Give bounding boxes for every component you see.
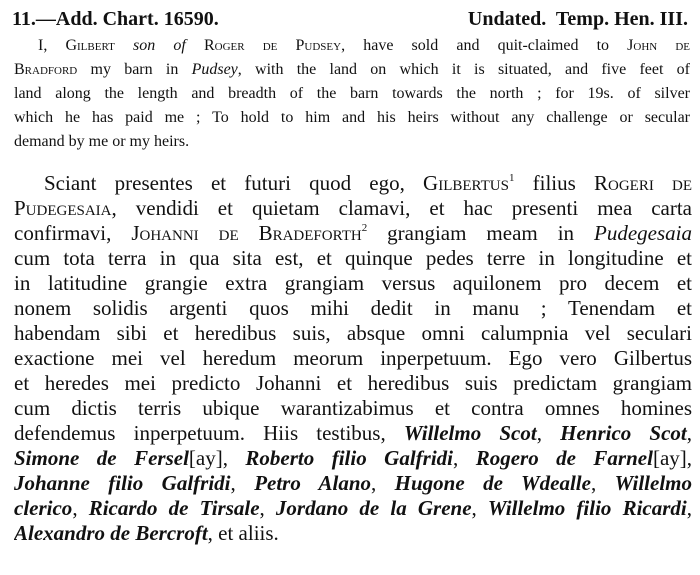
witness-name: Simone de Fersel (14, 446, 189, 470)
witness-name: Alexandro de Bercroft (14, 521, 208, 545)
charter-line: defendemus inperpetuum. Hiis testibus, Willelmo Scot, Henrico Scot, (14, 421, 692, 445)
charter-line: exactione mei vel heredum meorum inperpetuum. Ego vero Gilbertus (14, 346, 692, 370)
charter-line: habendam sibi et heredibus suis, absque omni calumpnia vel seculari (14, 321, 692, 345)
reign-period: Temp. Hen. III. (555, 8, 688, 30)
summary-line: Bradford my barn in Pudsey, with the land on which it is situated, and five feet of (14, 61, 690, 78)
charter-line: clerico, Ricardo de Tirsale, Jordano de la Grene, Willelmo filio Ricardi, (14, 496, 692, 520)
witness-name: clerico (14, 496, 73, 520)
charter-line: Sciant presentes et futuri quod ego, Gilbertus$^1$ filius Rogeri de (44, 171, 692, 195)
charter-line: in latitudine grangie extra grangiam versus aquilonem pro decem et (14, 271, 692, 295)
charter-reference (12, 6, 219, 32)
witness-name: Rogero de Farnel (475, 446, 653, 470)
charter-line: confirmavi, Johanni de Bradeforth$^2$ grangiam meam in Pudegesaia (14, 221, 692, 245)
footnote-marker: 2 (361, 222, 368, 234)
summary-line: demand by me or my heirs. (14, 133, 190, 150)
manuscript-reference: —Add. Chart. 16590. (35, 8, 219, 30)
witness-name: Jordano de la Grene (275, 496, 472, 520)
charter-line: cum tota terra in qua sita est, et quinque pedes terre in longitudine et (14, 246, 692, 270)
charter-line: et heredes mei predicto Johanni et heredibus suis predictam grangiam (14, 371, 692, 395)
entry-number: 11. (12, 8, 36, 30)
charter-line: nonem solidis argenti quos mihi dedit in manu ; Tenendam et (14, 296, 692, 320)
charter-line: Alexandro de Bercroft, et aliis. (14, 521, 279, 545)
witness-name: Willelmo filio Ricardi (487, 496, 687, 520)
witness-name: Roberto filio Galfridi (245, 446, 453, 470)
latin-charter-text (14, 171, 692, 546)
witness-name: Willelmo (614, 471, 692, 495)
date-label: Undated. (467, 8, 547, 30)
summary-line: land along the length and breadth of the barn towards the north ; for 19s. of silver (14, 85, 690, 102)
charter-line: cum dictis terris ubique warantizabimus et contra omnes homines (14, 396, 692, 420)
charter-date (468, 6, 688, 32)
witness-name: Hugone de Wdealle (394, 471, 591, 495)
charter-line: Johanne filio Galfridi, Petro Alano, Hugone de Wdealle, Willelmo (14, 471, 692, 495)
summary-line: which he has paid me ; To hold to him and his heirs without any challenge or secular (14, 109, 690, 126)
entry-header (12, 6, 688, 32)
witness-name: Ricardo de Tirsale (88, 496, 260, 520)
footnote-marker: 1 (508, 172, 515, 184)
witness-name: Henrico Scot (560, 421, 687, 445)
witness-name: Willelmo Scot (403, 421, 537, 445)
charter-line: Simone de Fersel[ay], Roberto filio Galfridi, Rogero de Farnel[ay], (14, 446, 692, 470)
charter-line: Pudegesaia, vendidi et quietam clamavi, et hac presenti mea carta (14, 196, 692, 220)
summary-line: I, Gilbert son of Roger de Pudsey, have sold and quit-claimed to John de (38, 37, 690, 54)
witness-name: Petro Alano (254, 471, 371, 495)
witness-name: Johanne filio Galfridi (14, 471, 231, 495)
english-summary (14, 34, 690, 154)
